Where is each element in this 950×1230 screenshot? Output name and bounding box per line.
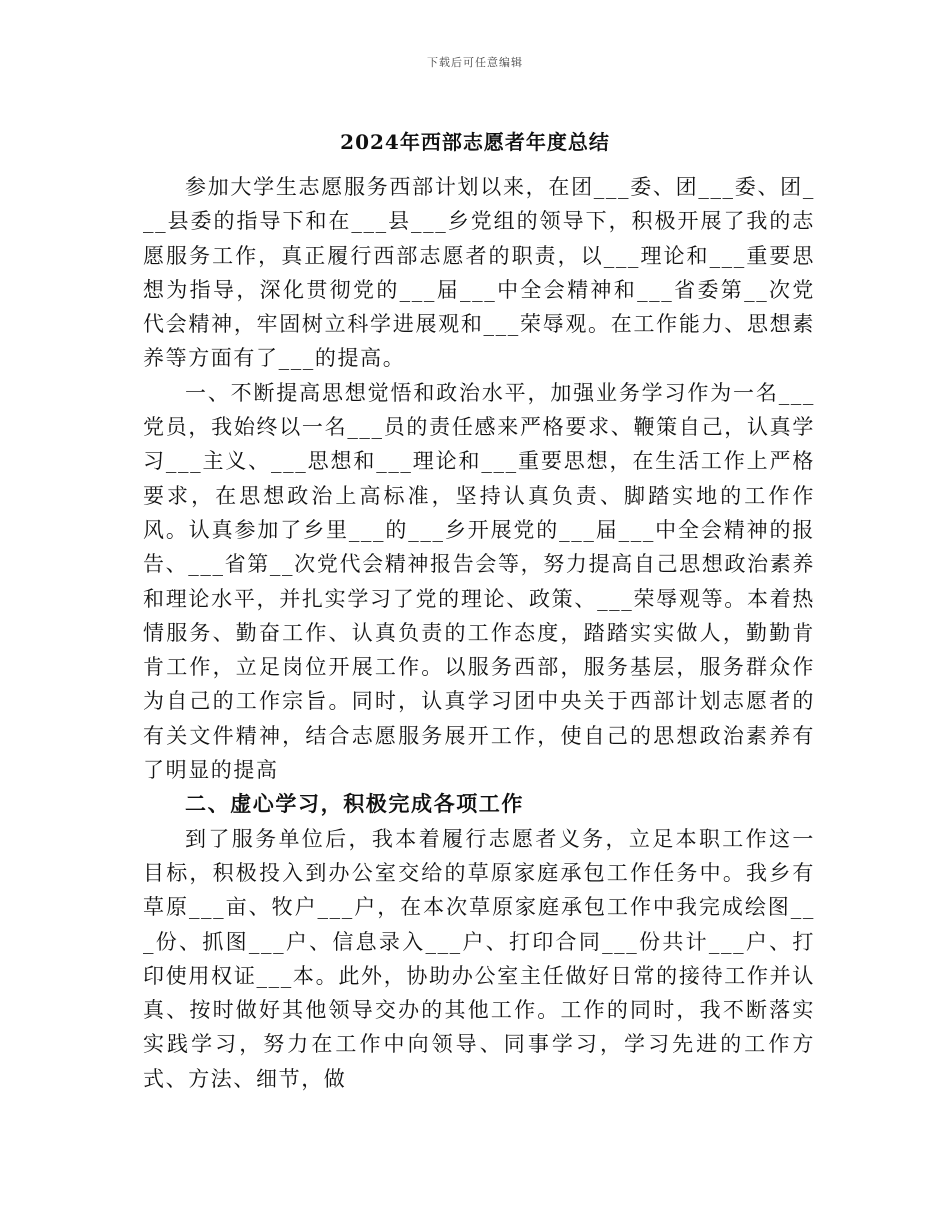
section-2-paragraph: 到了服务单位后，我本着履行志愿者义务，立足本职工作这一目标，积极投入到办公室交给的草原家庭承包工作任务中。我乡有草原___亩、牧户___户，在本次草原家庭承包工作中我完成绘图___份、抓图___户、信息录入___户、打印合同___份共计___户、打印使用权证___本。此外，协助办公室主任做好日常的接待工作并认真、按时做好其他领导交办的其他工作。工作的同时，我不断落实实践学习，努力在工作中向领导、同事学习，学习先进的工作方式、方法、细节，做	[143, 826, 815, 1091]
section-1-paragraph: 一、不断提高思想觉悟和政治水平，加强业务学习作为一名___党员，我始终以一名___员的责任感来严格要求、鞭策自己，认真学习___主义、___思想和___理论和___重要思想，在生活工作上严格要求，在思想政治上高标准，坚持认真负责、脚踏实地的工作作风。认真参加了乡里___的___乡开展党的___届___中全会精神的报告、___省第__次党代会精神报告会等，努力提高自己思想政治素养和理论水平，并扎实学习了党的理论、政策、___荣辱观等。本着热情服务、勤奋工作、认真负责的工作态度，踏踏实实做人，勤勤肯肯工作，立足岗位开展工作。以服务西部，服务基层，服务群众作为自己的工作宗旨。同时，认真学习团中央关于西部计划志愿者的有关文件精神，结合志愿服务展开工作，使自己的思想政治素养有了明显的提高	[143, 380, 815, 783]
intro-paragraph: 参加大学生志愿服务西部计划以来，在团___委、团___委、团___县委的指导下和在___县___乡党组的领导下，积极开展了我的志愿服务工作，真正履行西部志愿者的职责，以___理论和___重要思想为指导，深化贯彻党的___届___中全会精神和___省委第__次党代会精神，牢固树立科学进展观和___荣辱观。在工作能力、思想素养等方面有了___的提高。	[143, 175, 815, 371]
document-title: 2024年西部志愿者年度总结	[340, 130, 610, 154]
page-header-note: 下载后可任意编辑	[427, 56, 523, 69]
document-body	[143, 170, 815, 1096]
section-2-heading: 二、虚心学习，积极完成各项工作	[185, 791, 524, 817]
